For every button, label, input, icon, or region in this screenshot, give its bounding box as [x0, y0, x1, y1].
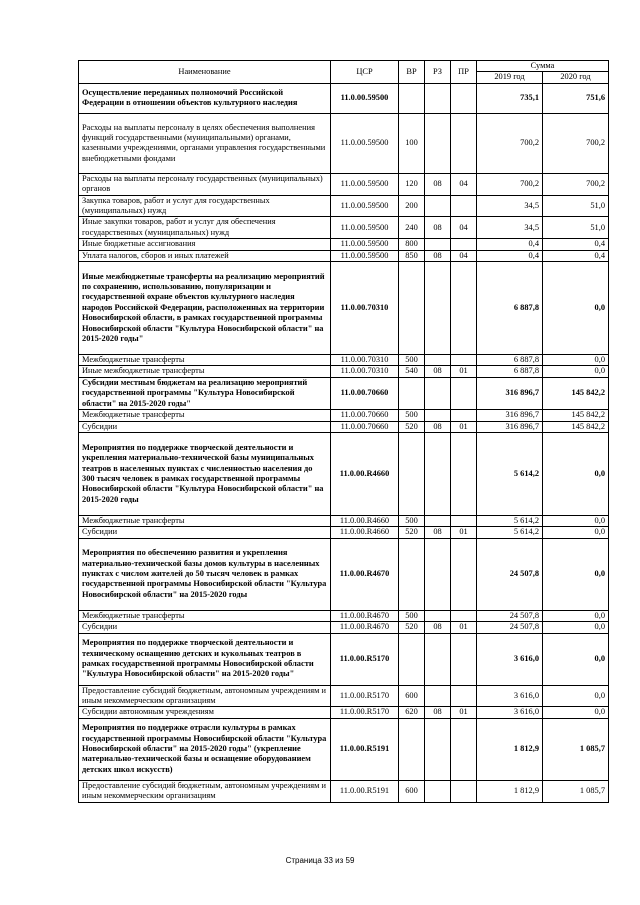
row-name-cell: Закупка товаров, работ и услуг для государственных (муниципальных) нужд [79, 195, 331, 217]
row-2019-cell: 700,2 [477, 173, 543, 195]
row-rz-cell [425, 432, 451, 515]
row-vr-cell: 520 [399, 527, 425, 538]
row-vr-cell: 500 [399, 610, 425, 621]
row-vr-cell: 850 [399, 250, 425, 261]
row-2020-cell: 145 842,2 [543, 410, 609, 421]
row-rz-cell [425, 685, 451, 707]
row-2019-cell: 5 614,2 [477, 515, 543, 526]
row-name-cell: Субсидии автономным учреждениям [79, 707, 331, 718]
row-csr-cell: 11.0.00.R4660 [331, 527, 399, 538]
row-rz-cell [425, 633, 451, 685]
row-2020-cell: 0,0 [543, 355, 609, 366]
row-2020-cell: 145 842,2 [543, 377, 609, 409]
row-2019-cell: 6 887,8 [477, 355, 543, 366]
row-2020-cell: 1 085,7 [543, 718, 609, 780]
table-row [79, 538, 609, 610]
row-2019-cell: 735,1 [477, 83, 543, 113]
row-rz-cell [425, 239, 451, 250]
row-rz-cell: 08 [425, 250, 451, 261]
row-rz-cell: 08 [425, 217, 451, 239]
row-csr-cell: 11.0.00.59500 [331, 83, 399, 113]
row-2020-cell: 751,6 [543, 83, 609, 113]
row-pr-cell [451, 239, 477, 250]
row-vr-cell: 200 [399, 195, 425, 217]
header-2020: 2020 год [543, 72, 609, 83]
row-2020-cell: 700,2 [543, 173, 609, 195]
row-pr-cell [451, 633, 477, 685]
row-2019-cell: 316 896,7 [477, 410, 543, 421]
row-pr-cell: 04 [451, 250, 477, 261]
table-row [79, 707, 609, 718]
row-rz-cell [425, 718, 451, 780]
row-csr-cell: 11.0.00.59500 [331, 195, 399, 217]
row-2020-cell: 0,0 [543, 622, 609, 633]
row-pr-cell [451, 432, 477, 515]
table-row [79, 239, 609, 250]
row-vr-cell: 600 [399, 780, 425, 802]
row-pr-cell [451, 538, 477, 610]
row-csr-cell: 11.0.00.70310 [331, 262, 399, 355]
table-row [79, 780, 609, 802]
row-2019-cell: 24 507,8 [477, 622, 543, 633]
table-row [79, 622, 609, 633]
row-vr-cell: 100 [399, 113, 425, 173]
row-name-cell: Расходы на выплаты персоналу государственных (муниципальных) органов [79, 173, 331, 195]
row-name-cell: Мероприятия по поддержке творческой деятельности и техническому оснащению детских и кукольных театров в рамках государственной программы Новосибирской области "Культура Новосибирской области" на 2015-2020 годы" [79, 633, 331, 685]
row-csr-cell: 11.0.00.59500 [331, 113, 399, 173]
row-csr-cell: 11.0.00.70660 [331, 377, 399, 409]
table-row [79, 410, 609, 421]
row-name-cell: Иные закупки товаров, работ и услуг для обеспечения государственных (муниципальных) нужд [79, 217, 331, 239]
table-row [79, 262, 609, 355]
row-rz-cell: 08 [425, 421, 451, 432]
row-rz-cell [425, 195, 451, 217]
row-csr-cell: 11.0.00.R5170 [331, 633, 399, 685]
row-name-cell: Субсидии [79, 622, 331, 633]
table-row [79, 355, 609, 366]
row-name-cell: Межбюджетные трансферты [79, 355, 331, 366]
row-pr-cell [451, 355, 477, 366]
row-pr-cell [451, 780, 477, 802]
row-csr-cell: 11.0.00.R4660 [331, 432, 399, 515]
row-name-cell: Мероприятия по поддержке творческой деятельности и укрепления материально-технической базы муниципальных театров в населенных пунктах с численностью населения до 300 тысяч человек в рамках государственной программы Новосибирской области "Культура Новосибирской области" на 2015-2020 годы [79, 432, 331, 515]
row-pr-cell: 04 [451, 217, 477, 239]
row-2019-cell: 24 507,8 [477, 610, 543, 621]
row-name-cell: Межбюджетные трансферты [79, 410, 331, 421]
row-pr-cell [451, 685, 477, 707]
row-csr-cell: 11.0.00.R4670 [331, 538, 399, 610]
row-csr-cell: 11.0.00.70310 [331, 355, 399, 366]
row-rz-cell [425, 113, 451, 173]
row-2019-cell: 3 616,0 [477, 707, 543, 718]
row-pr-cell: 01 [451, 707, 477, 718]
row-2019-cell: 6 887,8 [477, 262, 543, 355]
row-name-cell: Межбюджетные трансферты [79, 610, 331, 621]
row-2019-cell: 5 614,2 [477, 432, 543, 515]
row-2020-cell: 0,0 [543, 366, 609, 377]
row-name-cell: Межбюджетные трансферты [79, 515, 331, 526]
table-row [79, 366, 609, 377]
row-2019-cell: 1 812,9 [477, 780, 543, 802]
row-pr-cell [451, 377, 477, 409]
row-2020-cell: 51,0 [543, 195, 609, 217]
table-row [79, 685, 609, 707]
row-name-cell: Иные межбюджетные трансферты [79, 366, 331, 377]
row-pr-cell: 01 [451, 622, 477, 633]
row-2020-cell: 0,0 [543, 685, 609, 707]
row-vr-cell: 520 [399, 622, 425, 633]
row-name-cell: Мероприятия по поддержке отрасли культуры в рамках государственной программы Новосибирской области "Культура Новосибирской области" на 2015-2020 годы" (укрепление материально-технической базы и оснащение оборудованием детских школ искусств) [79, 718, 331, 780]
table-header [79, 61, 609, 84]
row-2019-cell: 3 616,0 [477, 633, 543, 685]
row-pr-cell: 01 [451, 527, 477, 538]
row-csr-cell: 11.0.00.70310 [331, 366, 399, 377]
row-name-cell: Предоставление субсидий бюджетным, автономным учреждениям и иным некоммерческим организациям [79, 780, 331, 802]
row-pr-cell [451, 83, 477, 113]
page-number: Страница 33 из 59 [285, 856, 355, 865]
row-2019-cell: 34,5 [477, 195, 543, 217]
row-vr-cell [399, 538, 425, 610]
row-csr-cell: 11.0.00.R5191 [331, 780, 399, 802]
row-vr-cell: 600 [399, 685, 425, 707]
header-rz: РЗ [425, 61, 451, 84]
row-vr-cell: 520 [399, 421, 425, 432]
row-2020-cell: 0,4 [543, 239, 609, 250]
row-name-cell: Субсидии [79, 421, 331, 432]
table-row [79, 250, 609, 261]
row-2020-cell: 0,0 [543, 515, 609, 526]
row-pr-cell [451, 515, 477, 526]
row-vr-cell [399, 377, 425, 409]
table-row [79, 610, 609, 621]
header-csr: ЦСР [331, 61, 399, 84]
row-2020-cell: 0,0 [543, 707, 609, 718]
row-rz-cell [425, 515, 451, 526]
row-2019-cell: 24 507,8 [477, 538, 543, 610]
row-csr-cell: 11.0.00.59500 [331, 173, 399, 195]
row-rz-cell [425, 410, 451, 421]
row-vr-cell [399, 718, 425, 780]
row-rz-cell [425, 83, 451, 113]
row-2019-cell: 0,4 [477, 239, 543, 250]
row-rz-cell [425, 355, 451, 366]
row-2020-cell: 0,0 [543, 527, 609, 538]
row-vr-cell: 240 [399, 217, 425, 239]
row-rz-cell [425, 262, 451, 355]
header-vr: ВР [399, 61, 425, 84]
row-name-cell: Субсидии [79, 527, 331, 538]
row-pr-cell [451, 262, 477, 355]
row-2019-cell: 5 614,2 [477, 527, 543, 538]
row-vr-cell: 500 [399, 515, 425, 526]
row-vr-cell: 500 [399, 355, 425, 366]
table-row [79, 432, 609, 515]
row-2020-cell: 0,0 [543, 633, 609, 685]
table-body [79, 83, 609, 802]
table-row [79, 421, 609, 432]
row-rz-cell [425, 377, 451, 409]
row-2019-cell: 34,5 [477, 217, 543, 239]
row-2020-cell: 700,2 [543, 113, 609, 173]
table-row [79, 173, 609, 195]
row-name-cell: Мероприятия по обеспечению развития и укрепления материально-технической базы домов культуры в населенных пунктах с числом жителей до 50 тысяч человек в рамках государственной программы Новосибирской области "Культура Новосибирской области" на 2015-2020 годы [79, 538, 331, 610]
row-csr-cell: 11.0.00.R5191 [331, 718, 399, 780]
row-name-cell: Иные межбюджетные трансферты на реализацию мероприятий по сохранению, использованию, популяризации и государственной охране объектов культурного наследия народов Российской Федерации, расположенных на территории Новосибирской области, в рамках государственной программы Новосибирской области "Культура Новосибирской области" на 2015-2020 годы" [79, 262, 331, 355]
row-pr-cell [451, 410, 477, 421]
row-rz-cell: 08 [425, 707, 451, 718]
budget-table [78, 60, 609, 803]
row-2020-cell: 0,0 [543, 538, 609, 610]
row-2019-cell: 3 616,0 [477, 685, 543, 707]
row-rz-cell: 08 [425, 173, 451, 195]
row-csr-cell: 11.0.00.70660 [331, 421, 399, 432]
row-vr-cell [399, 432, 425, 515]
row-rz-cell: 08 [425, 527, 451, 538]
row-vr-cell: 620 [399, 707, 425, 718]
row-vr-cell [399, 83, 425, 113]
row-2019-cell: 6 887,8 [477, 366, 543, 377]
row-pr-cell [451, 718, 477, 780]
row-2019-cell: 1 812,9 [477, 718, 543, 780]
row-vr-cell: 120 [399, 173, 425, 195]
row-csr-cell: 11.0.00.R5170 [331, 685, 399, 707]
row-2020-cell: 51,0 [543, 217, 609, 239]
row-2020-cell: 0,0 [543, 432, 609, 515]
table-row [79, 83, 609, 113]
row-csr-cell: 11.0.00.R4670 [331, 622, 399, 633]
row-csr-cell: 11.0.00.R5170 [331, 707, 399, 718]
header-pr: ПР [451, 61, 477, 84]
row-pr-cell: 01 [451, 421, 477, 432]
header-2019: 2019 год [477, 72, 543, 83]
row-2019-cell: 316 896,7 [477, 421, 543, 432]
row-2020-cell: 0,0 [543, 262, 609, 355]
row-rz-cell [425, 538, 451, 610]
row-2020-cell: 145 842,2 [543, 421, 609, 432]
row-vr-cell: 800 [399, 239, 425, 250]
row-rz-cell: 08 [425, 622, 451, 633]
row-2019-cell: 316 896,7 [477, 377, 543, 409]
row-vr-cell [399, 633, 425, 685]
table-row [79, 515, 609, 526]
row-csr-cell: 11.0.00.70660 [331, 410, 399, 421]
row-2019-cell: 0,4 [477, 250, 543, 261]
row-name-cell: Предоставление субсидий бюджетным, автономным учреждениям и иным некоммерческим организациям [79, 685, 331, 707]
row-vr-cell [399, 262, 425, 355]
table-row [79, 527, 609, 538]
table-row [79, 377, 609, 409]
row-rz-cell: 08 [425, 366, 451, 377]
row-rz-cell [425, 610, 451, 621]
row-csr-cell: 11.0.00.59500 [331, 217, 399, 239]
row-pr-cell [451, 113, 477, 173]
table-row [79, 633, 609, 685]
row-csr-cell: 11.0.00.R4670 [331, 610, 399, 621]
row-name-cell: Иные бюджетные ассигнования [79, 239, 331, 250]
row-vr-cell: 500 [399, 410, 425, 421]
table-row [79, 113, 609, 173]
row-name-cell: Субсидии местным бюджетам на реализацию мероприятий государственной программы "Культура Новосибирской области" на 2015-2020 годы" [79, 377, 331, 409]
row-2020-cell: 0,4 [543, 250, 609, 261]
table-row [79, 217, 609, 239]
table-row [79, 718, 609, 780]
row-pr-cell [451, 610, 477, 621]
header-sum: Сумма [477, 61, 609, 72]
header-name: Наименование [79, 61, 331, 84]
row-2019-cell: 700,2 [477, 113, 543, 173]
row-pr-cell [451, 195, 477, 217]
row-name-cell: Расходы на выплаты персоналу в целях обеспечения выполнения функций государственными (муниципальными) органами, казенными учреждениями, органами управления государственными внебюджетными фондами [79, 113, 331, 173]
row-vr-cell: 540 [399, 366, 425, 377]
row-csr-cell: 11.0.00.R4660 [331, 515, 399, 526]
row-csr-cell: 11.0.00.59500 [331, 239, 399, 250]
row-pr-cell: 01 [451, 366, 477, 377]
row-name-cell: Уплата налогов, сборов и иных платежей [79, 250, 331, 261]
row-2020-cell: 1 085,7 [543, 780, 609, 802]
row-csr-cell: 11.0.00.59500 [331, 250, 399, 261]
table-row [79, 195, 609, 217]
row-name-cell: Осуществление переданных полномочий Российской Федерации в отношении объектов культурного наследия [79, 83, 331, 113]
row-pr-cell: 04 [451, 173, 477, 195]
row-rz-cell [425, 780, 451, 802]
row-2020-cell: 0,0 [543, 610, 609, 621]
